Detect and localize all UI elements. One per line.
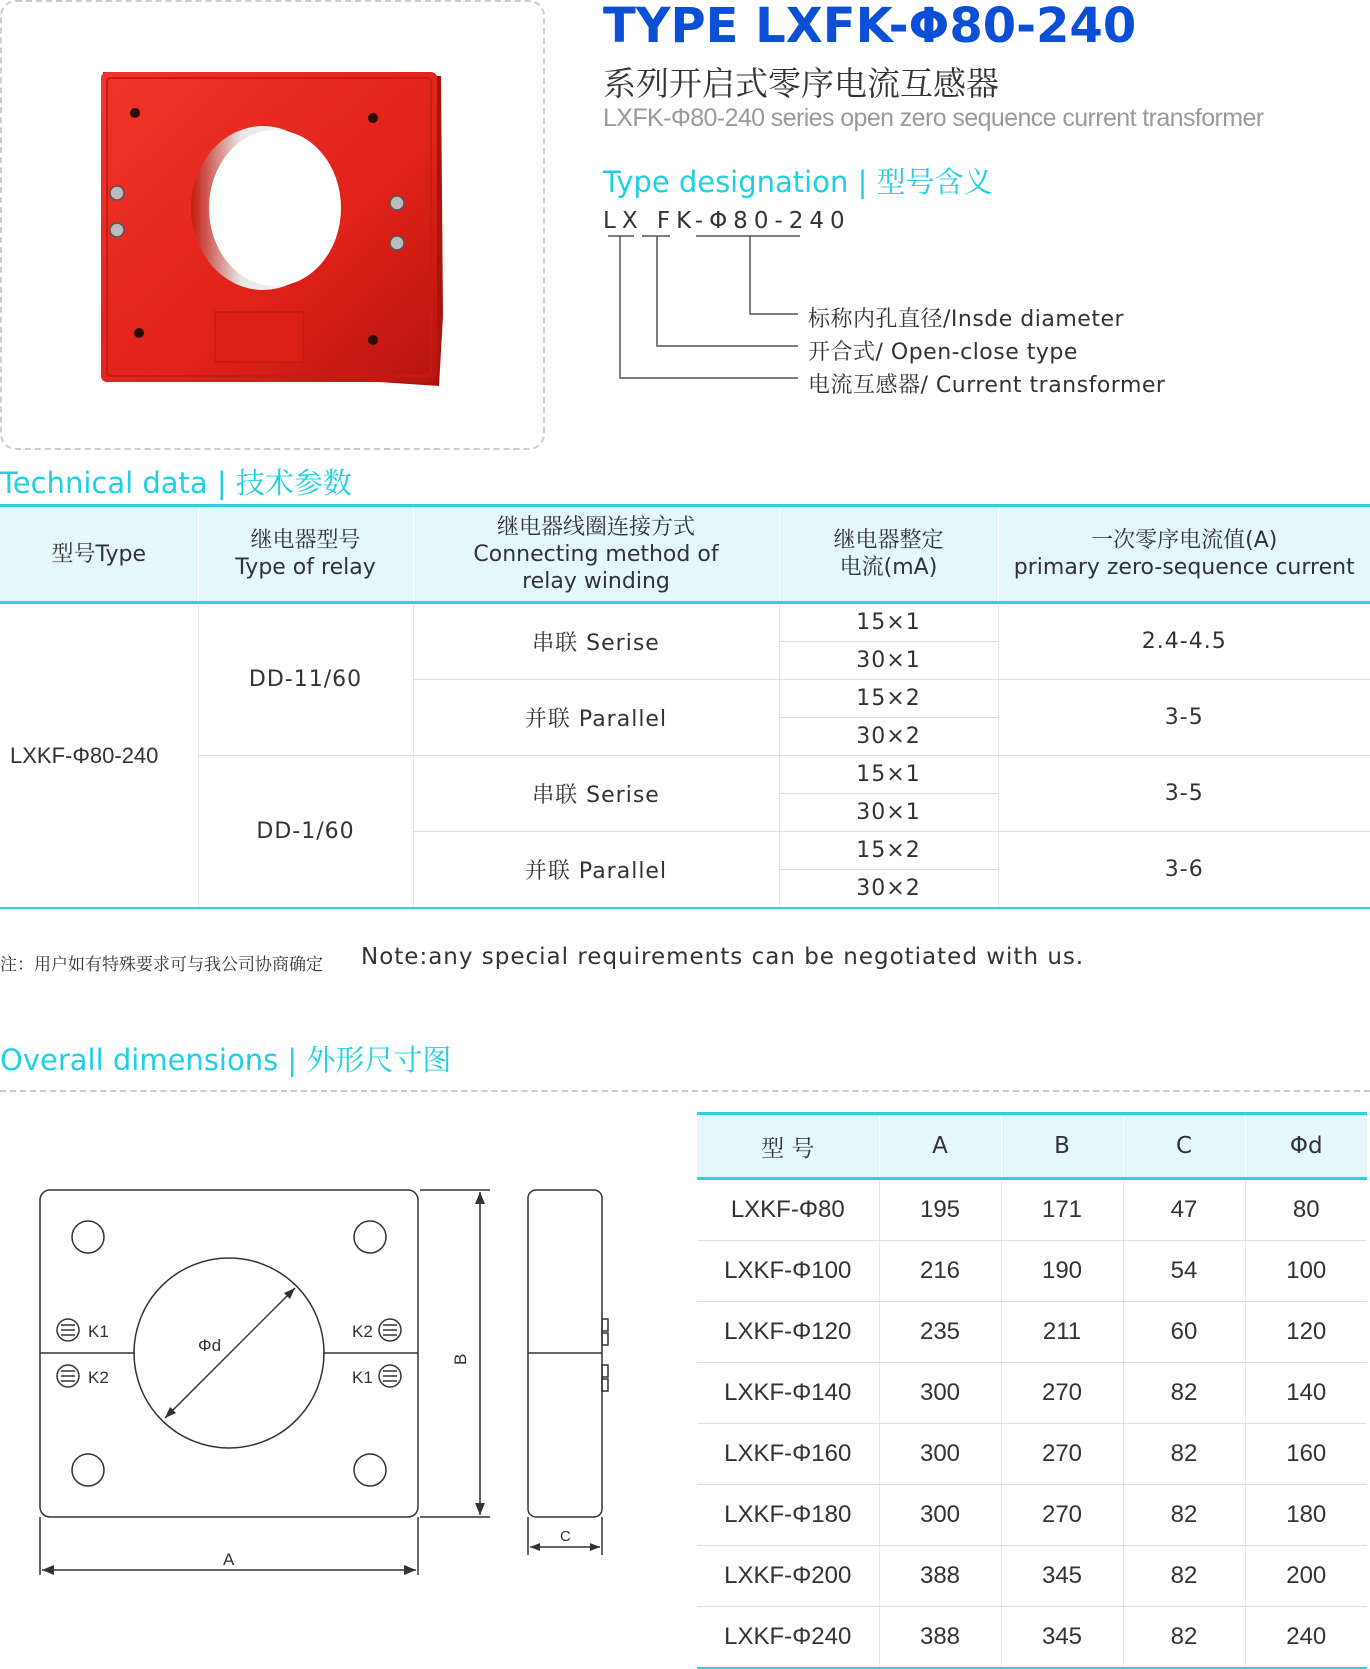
primary-cell: 3-6 (998, 832, 1370, 909)
current-cell: 30×2 (779, 870, 998, 909)
designation-diagram-lines (600, 234, 810, 384)
technical-data-table (0, 504, 1370, 909)
table-row: LXKF-Φ140 300 270 82 140 (697, 1363, 1367, 1424)
table-row: LXKF-Φ120 235 211 60 120 (697, 1302, 1367, 1363)
table-row: LXKF-Φ80 195 171 47 80 (697, 1179, 1367, 1241)
col-b: B (1001, 1114, 1123, 1179)
col-model: 型 号 (697, 1114, 879, 1179)
legend-current-transformer: 电流互感器/ Current transformer (808, 373, 1166, 398)
model-cell: LXKF-Φ80-240 (0, 603, 198, 909)
label-phi-d: Φd (198, 1336, 222, 1355)
col-phi-d: Φd (1245, 1114, 1367, 1179)
col-a: A (879, 1114, 1001, 1179)
product-subtitle-en: LXFK-Φ80-240 series open zero sequence current transformer (603, 104, 1264, 132)
dimension-drawing (30, 1175, 620, 1585)
type-designation-heading: Type designation | 型号含义 (603, 165, 993, 199)
col-type: 型号Type (0, 506, 198, 603)
technical-data-heading: Technical data | 技术参数 (0, 466, 352, 500)
product-title: TYPE LXFK-Φ80-240 (603, 0, 1137, 54)
primary-cell: 2.4-4.5 (998, 603, 1370, 680)
label-k1-left: K1 (88, 1322, 109, 1341)
note-en: Note:any special requirements can be negotiated with us. (361, 944, 1085, 970)
overall-dimensions-heading: Overall dimensions | 外形尺寸图 (0, 1043, 452, 1077)
current-cell: 15×2 (779, 680, 998, 718)
section-divider (0, 1090, 1370, 1092)
method-cell: 串联 Serise (413, 603, 779, 680)
current-cell: 15×1 (779, 756, 998, 794)
col-c: C (1123, 1114, 1245, 1179)
label-c: C (560, 1528, 571, 1545)
current-cell: 30×1 (779, 794, 998, 832)
table-row: LXKF-Φ160 300 270 82 160 (697, 1424, 1367, 1485)
table-row: LXKF-Φ180 300 270 82 180 (697, 1485, 1367, 1546)
current-cell: 30×2 (779, 718, 998, 756)
label-k2-left: K2 (88, 1368, 109, 1387)
table-row: LXKF-Φ100 216 190 54 100 (697, 1241, 1367, 1302)
current-cell: 15×1 (779, 603, 998, 642)
col-primary-current: 一次零序电流值(A) primary zero-sequence current (998, 506, 1370, 603)
current-cell: 30×1 (779, 642, 998, 680)
note-cn: 注：用户如有特殊要求可与我公司协商确定 (0, 955, 323, 975)
method-cell: 并联 Parallel (413, 832, 779, 909)
label-a: A (223, 1550, 235, 1569)
current-cell: 15×2 (779, 832, 998, 870)
label-k2-right: K2 (352, 1322, 373, 1341)
type-code: LX FK-Φ80-240 (603, 208, 851, 234)
legend-open-close: 开合式/ Open-close type (808, 340, 1078, 365)
col-relay-type: 继电器型号 Type of relay (198, 506, 413, 603)
table-row: LXKF-Φ200 388 345 82 200 (697, 1546, 1367, 1607)
method-cell: 并联 Parallel (413, 680, 779, 756)
label-b: B (451, 1353, 470, 1365)
col-relay-setting-current: 继电器整定 电流(mA) (779, 506, 998, 603)
col-connecting-method: 继电器线圈连接方式 Connecting method of relay winding (413, 506, 779, 603)
product-subtitle-cn: 系列开启式零序电流互感器 (603, 64, 999, 103)
label-k1-right: K1 (352, 1368, 373, 1387)
primary-cell: 3-5 (998, 756, 1370, 832)
relay-cell: DD-11/60 (198, 603, 413, 756)
dimension-table (697, 1112, 1367, 1669)
method-cell: 串联 Serise (413, 756, 779, 832)
product-photo (95, 68, 455, 398)
relay-cell: DD-1/60 (198, 756, 413, 909)
legend-inside-diameter: 标称内孔直径/Insde diameter (808, 307, 1125, 332)
table-row: LXKF-Φ240 388 345 82 240 (697, 1607, 1367, 1668)
primary-cell: 3-5 (998, 680, 1370, 756)
